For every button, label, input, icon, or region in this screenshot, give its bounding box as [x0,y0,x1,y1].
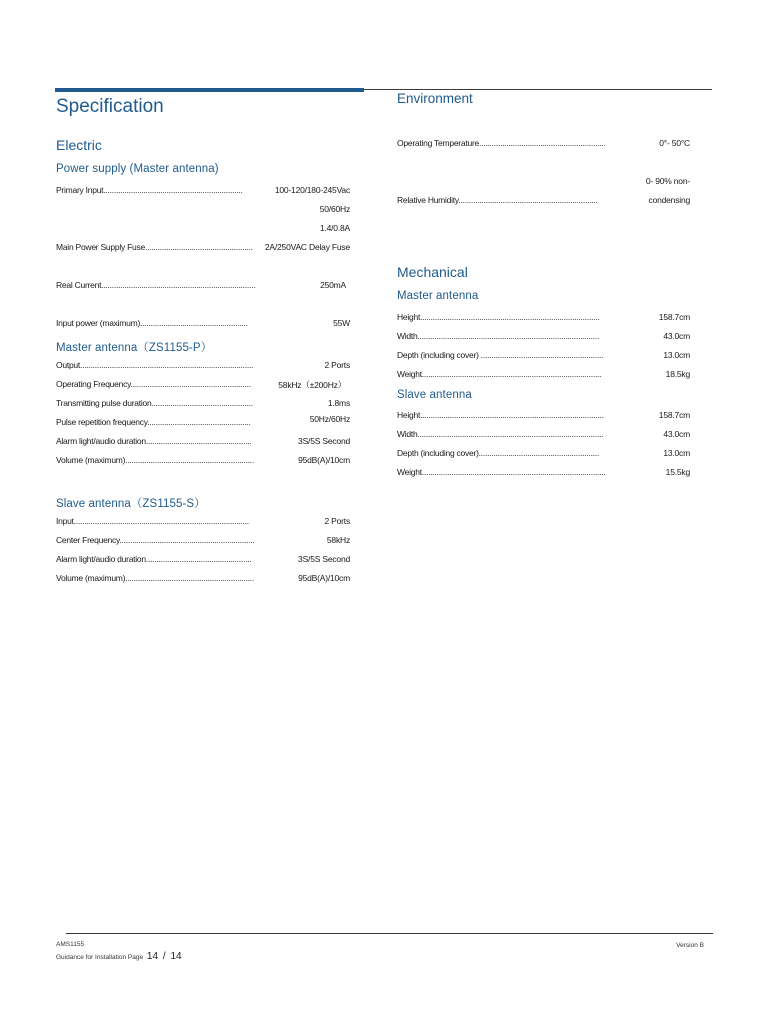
spec-value: 95dB(A)/10cm [298,455,350,465]
spec-value: 55W [333,318,350,328]
spec-label: Depth (including cover) .......................................................... [397,350,604,360]
slave-antenna-heading: Slave antenna（ZS1155-S） [56,498,206,510]
spec-row-alarm-duration [56,436,350,449]
spec-row-current [56,223,350,236]
spec-row-operating-frequency [56,379,346,392]
spec-label: Weight..................................................................................... [397,369,602,379]
footer-rule [66,933,713,934]
spec-value: 0- 90% non- [645,176,690,186]
header-rule [364,89,712,90]
spec-label: Height..................................................................................... [397,312,600,322]
spec-row-volume [56,455,350,468]
section-environment: Environment [397,91,473,106]
page-total: 14 [170,951,182,962]
spec-row-height-slave [397,410,690,423]
spec-value: 13.0cm [663,350,690,360]
spec-row-input [56,516,350,529]
spec-value: 158.7cm [658,312,690,322]
page-number: 14 [146,951,159,962]
spec-label: Depth (including cover)......................................................... [397,448,600,458]
spec-row-input-power [56,318,350,331]
spec-row-width [397,331,690,344]
section-mechanical: Mechanical [397,264,468,280]
spec-label: Transmitting pulse duration................................................ [56,398,253,408]
spec-label: Center Frequency................................................................ [56,535,255,545]
header-accent-bar [55,88,364,92]
spec-label: Weight....................................................................................... [397,467,606,477]
spec-label: Main Power Supply Fuse................................................... [56,242,253,252]
spec-value: 43.0cm [663,429,690,439]
spec-value: 1.8ms [327,398,350,408]
spec-value: 158.7cm [658,410,690,420]
slave-antenna-dimensions-heading: Slave antenna [397,389,472,401]
page-separator: / [162,951,166,962]
footer-version: Version B [676,942,704,949]
page-title: Specification [56,96,164,117]
footer-page-info [56,951,182,962]
spec-row-center-frequency [56,535,350,548]
footer-guidance: Guidance for Installation Page [56,954,144,961]
spec-row-height [397,312,690,325]
spec-value: 50/60Hz [319,204,350,214]
spec-row-pulse-duration [56,398,350,411]
spec-label: Input................................................................................... [56,516,249,526]
spec-label: Volume (maximum)............................................................. [56,573,255,583]
spec-label: Primary Input.................................................................. [56,185,243,195]
spec-row-width-slave [397,429,690,442]
spec-row-output [56,360,350,373]
spec-row-weight-slave [397,467,690,480]
spec-value: 2 Ports [324,516,350,526]
spec-value: 50Hz/60Hz [309,414,350,424]
spec-value: 13.0cm [663,448,690,458]
spec-label: Operating Frequency......................................................... [56,379,251,389]
spec-label: Alarm light/audio duration.................................................. [56,436,252,446]
spec-value: 100-120/180-245Vac [274,185,350,195]
spec-value: 18.5kg [665,369,690,379]
spec-row-volume-slave [56,573,350,586]
spec-label: Width...................................................................................... [397,331,600,341]
spec-label: Relative Humidity.................................................................. [397,195,598,205]
spec-row-alarm-duration-slave [56,554,350,567]
spec-row-frequency [56,204,350,217]
spec-label: Real Current......................................................................... [56,280,256,290]
spec-label: Alarm light/audio duration.................................................. [56,554,252,564]
spec-row-pulse-repetition [56,414,350,427]
spec-row-primary-input [56,185,350,198]
spec-row-operating-temperature [397,138,690,151]
master-antenna-dimensions-heading: Master antenna [397,290,479,302]
spec-value: 0°- 50°C [659,138,690,148]
spec-value: 3S/5S Second [298,554,350,564]
spec-value: 250mA [320,280,346,290]
spec-label: Operating Temperature............................................................ [397,138,606,148]
spec-row-relative-humidity [397,176,690,208]
footer-model: AMS1155 [56,941,85,948]
spec-label: Volume (maximum)............................................................. [56,455,255,465]
spec-row-depth [397,350,690,363]
spec-value: condensing [648,195,690,205]
power-supply-heading: Power supply (Master antenna) [56,163,219,175]
spec-value: 95dB(A)/10cm [298,573,350,583]
section-electric: Electric [56,137,102,153]
spec-row-depth-slave [397,448,690,461]
spec-value: 1.4/0.8A [319,223,350,233]
spec-value: 3S/5S Second [298,436,350,446]
spec-value: 2 Ports [324,360,350,370]
spec-value: 43.0cm [663,331,690,341]
spec-value: 58kHz（±200Hz） [278,380,346,390]
spec-label: Width........................................................................................ [397,429,604,439]
spec-row-fuse [56,242,350,255]
spec-label: Output.................................................................................. [56,360,254,370]
spec-value: 15.5kg [665,467,690,477]
spec-value: 2A/250VAC Delay Fuse [264,242,350,252]
master-antenna-heading: Master antenna（ZS1155-P） [56,342,213,354]
spec-row-weight [397,369,690,382]
spec-value: 58kHz [326,535,350,545]
spec-label: Height....................................................................................... [397,410,604,420]
spec-label: Pulse repetition frequency................................................. [56,417,251,427]
spec-label: Input power (maximum)................................................... [56,318,248,328]
spec-row-real-current [56,280,346,293]
